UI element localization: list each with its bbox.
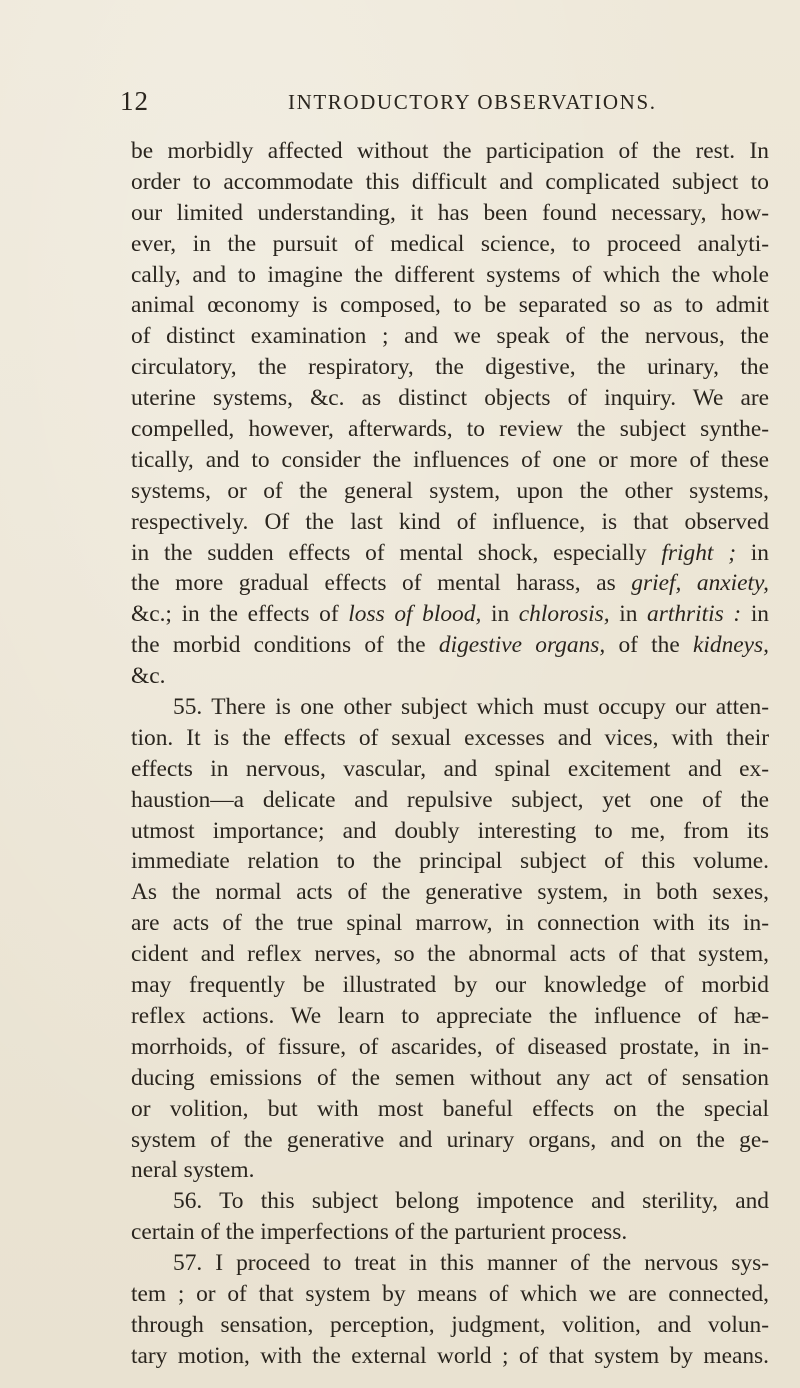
text-line: ever, in the pursuit of medical science, to proceed analyti- — [131, 230, 769, 257]
text-line: haustion—a delicate and repulsive subject, yet one of the — [131, 786, 769, 813]
text-line: neral system. — [131, 1157, 255, 1184]
italic-term: chlorosis, — [518, 601, 610, 628]
italic-term: loss of blood, — [348, 601, 482, 628]
text-line: order to accommodate this difficult and complicated subject to — [131, 168, 769, 195]
text-line: cident and reflex nerves, so the abnormal acts of that system, — [131, 941, 769, 968]
text-line: ducing emissions of the semen without any act of sensation — [131, 1064, 769, 1091]
text-line: system of the generative and urinary organs, and on the ge- — [131, 1126, 769, 1153]
paragraph-start: 57. I proceed to treat in this manner of the nervous sys- — [173, 1250, 769, 1277]
italic-term: digestive organs, — [438, 632, 606, 659]
text-line: the more gradual effects of mental harass, as grief, anxiety, — [131, 570, 769, 597]
text-line: systems, or of the general system, upon the other systems, — [131, 477, 769, 504]
text-line: or volition, but with most baneful effects on the special — [131, 1095, 769, 1122]
text-line: &c.; in the effects of loss of blood, in chlorosis, in arthritis : in — [131, 601, 770, 628]
text-line: the morbid conditions of the digestive organs, of the kidneys, — [131, 632, 769, 659]
italic-term: fright ; — [661, 539, 736, 566]
text-line: compelled, however, afterwards, to review the subject synthe- — [131, 416, 769, 443]
text-line: morrhoids, of fissure, of ascarides, of diseased prostate, in in- — [131, 1033, 769, 1060]
text-line: As the normal acts of the generative system, in both sexes, — [131, 879, 769, 906]
text-line: through sensation, perception, judgment, volition, and volun- — [131, 1311, 769, 1338]
text-line: utmost importance; and doubly interesting to me, from its — [131, 817, 769, 844]
text-line: may frequently be illustrated by our knowledge of morbid — [131, 972, 769, 999]
text-line: tem ; or of that system by means of which we are connected, — [131, 1280, 769, 1307]
italic-term: grief, anxiety, — [631, 570, 769, 597]
text-line: are acts of the true spinal marrow, in connection with its in- — [131, 910, 769, 937]
text-line: effects in nervous, vascular, and spinal excitement and ex- — [131, 755, 769, 782]
italic-term: kidneys, — [693, 632, 769, 659]
text-line: be morbidly affected without the participation of the rest. In — [131, 138, 769, 164]
paragraph-start: 56. To this subject belong impotence and sterility, and — [173, 1188, 769, 1215]
paragraph-start: 55. There is one other subject which must occupy our atten- — [173, 694, 769, 721]
text-line: cally, and to imagine the different systems of which the whole — [131, 261, 769, 288]
text-line: tary motion, with the external world ; of that system by means. — [131, 1342, 769, 1369]
text-line: our limited understanding, it has been found necessary, how- — [131, 199, 769, 226]
text-line: in the sudden effects of mental shock, especially fright ; in — [131, 539, 769, 566]
text-line: respectively. Of the last kind of influence, is that observed — [131, 508, 769, 535]
text-line: &c. — [131, 663, 166, 690]
text-line: reflex actions. We learn to appreciate the influence of hæ- — [131, 1002, 769, 1029]
text-line: immediate relation to the principal subject of this volume. — [131, 848, 769, 875]
text-line: tion. It is the effects of sexual excesses and vices, with their — [131, 724, 769, 751]
running-title: INTRODUCTORY OBSERVATIONS. — [288, 90, 657, 114]
running-head — [120, 86, 780, 118]
text-line: circulatory, the respiratory, the digestive, the urinary, the — [131, 354, 769, 381]
text-line: tically, and to consider the influences of one or more of these — [131, 446, 769, 473]
text-line: uterine systems, &c. as distinct objects of inquiry. We are — [131, 385, 769, 412]
text-line: of distinct examination ; and we speak of the nervous, the — [131, 323, 769, 350]
italic-term: arthritis : — [647, 601, 742, 628]
text-line: animal œconomy is composed, to be separated so as to admit — [131, 292, 769, 319]
text-line: certain of the imperfections of the parturient process. — [131, 1219, 628, 1246]
body-text — [131, 136, 769, 1372]
page-number: 12 — [120, 86, 149, 116]
